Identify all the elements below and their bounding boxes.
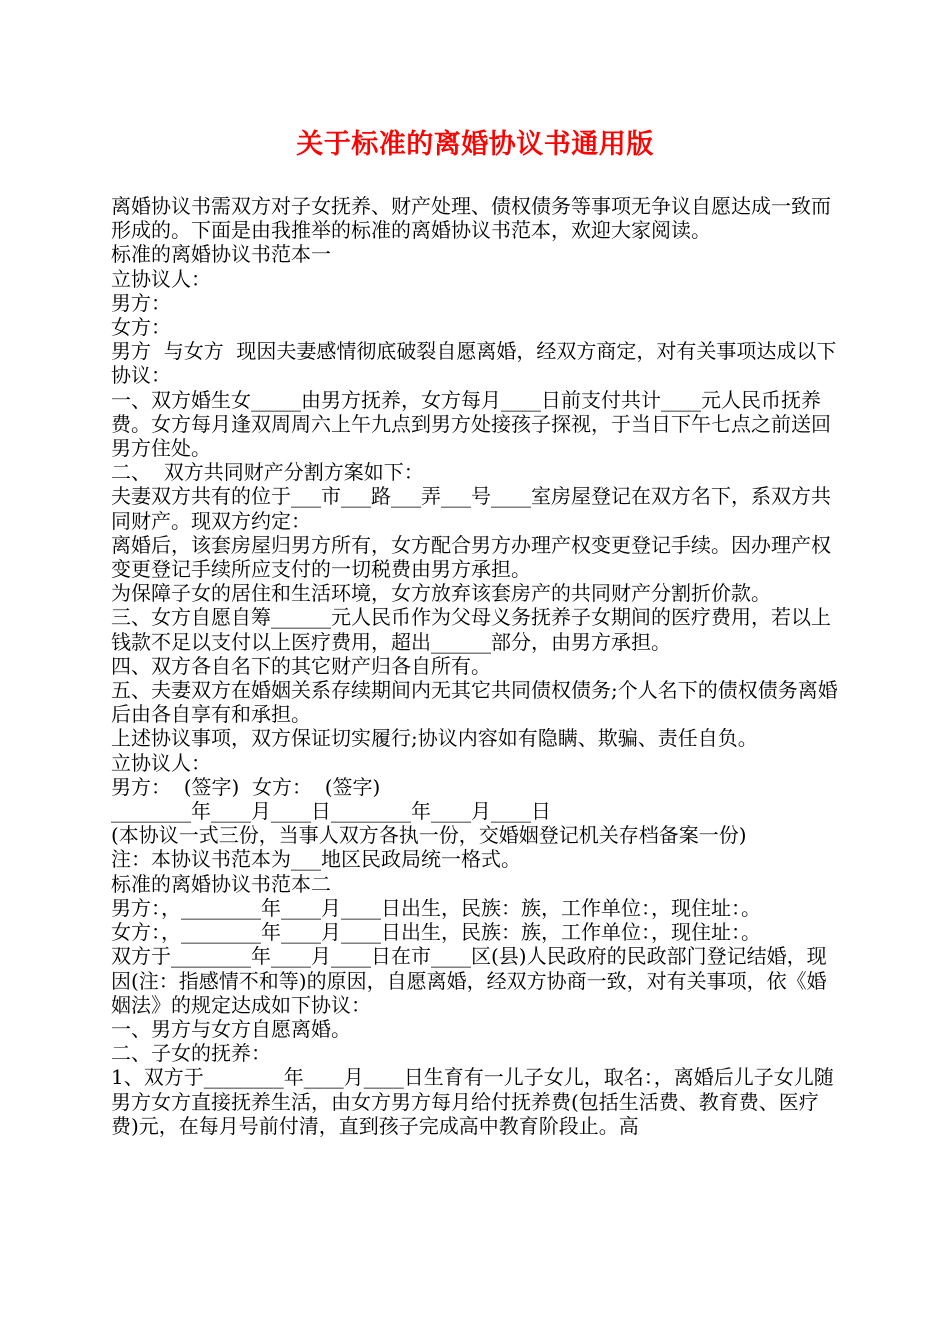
paragraph: 立协议人： — [111, 750, 211, 775]
paragraph: 双方于________年____月____日在市____区(县)人民政府的民政部门登记结婚，现因(注：指感情不和等)的原因，自愿离婚，经双方协商一致，对有关事项，依《婚姻法》的规定达成如下协议： — [111, 944, 827, 1017]
paragraph: 一、男方与女方自愿离婚。 — [111, 1016, 351, 1041]
paragraph: 为保障子女的居住和生活环境，女方放弃该套房产的共同财产分割折价款。 — [111, 581, 771, 606]
paragraph: 四、双方各自名下的其它财产归各自所有。 — [111, 653, 491, 678]
paragraph: (本协议一式三份，当事人双方各执一份，交婚姻登记机关存档备案一份) — [111, 823, 747, 848]
document-title: 关于标准的离婚协议书通用版 — [296, 129, 654, 160]
paragraph: 女方： — [111, 315, 171, 340]
paragraph: 标准的离婚协议书范本一 — [111, 242, 331, 267]
paragraph: 男方：，________年____月____日出生，民族：族，工作单位：，现住址：。 — [111, 895, 761, 920]
paragraph: 注：本协议书范本为___地区民政局统一格式。 — [111, 847, 521, 872]
paragraph: 男方： — [111, 290, 171, 315]
paragraph: 男方 与女方 现因夫妻感情彻底破裂自愿离婚，经双方商定，对有关事项达成以下协议： — [111, 339, 837, 388]
paragraph: ________年____月____日________年____月____日 — [111, 799, 551, 824]
paragraph: 标准的离婚协议书范本二 — [111, 871, 331, 896]
document-body — [111, 194, 846, 1138]
paragraph: 一、双方婚生女_____由男方抚养，女方每月____日前支付共计____元人民币抚养费。女方每月逢双周周六上午九点到男方处接孩子探视，于当日下午七点之前送回男方住处。 — [111, 387, 831, 461]
paragraph: 离婚协议书需双方对子女抚养、财产处理、债权债务等事项无争议自愿达成一致而形成的。下面是由我推举的标准的离婚协议书范本，欢迎大家阅读。 — [111, 194, 831, 243]
paragraph: 二、子女的抚养： — [111, 1041, 271, 1066]
paragraph: 立协议人： — [111, 266, 211, 291]
paragraph: 二、 双方共同财产分割方案如下： — [111, 460, 424, 485]
paragraph: 1、双方于________年____月____日生育有一儿子女儿，取名：，离婚后儿子女儿随男方女方直接抚养生活，由女方男方每月给付抚养费(包括生活费、教育费、医疗费)元，在每月号前付清，直到孩子完成高中教育阶段止。高 — [111, 1065, 834, 1138]
paragraph: 离婚后，该套房屋归男方所有，女方配合男方办理产权变更登记手续。因办理产权变更登记手续所应支付的一切税费由男方承担。 — [111, 532, 831, 582]
paragraph: 三、女方自愿自筹______元人民币作为父母义务抚养子女期间的医疗费用，若以上钱款不足以支付以上医疗费用，超出______部分，由男方承担。 — [111, 605, 831, 654]
paragraph: 夫妻双方共有的位于___市___路___弄___号____室房屋登记在双方名下，系双方共同财产。现双方约定： — [111, 484, 831, 533]
paragraph: 女方：，________年____月____日出生，民族：族，工作单位：，现住址：。 — [111, 920, 761, 945]
paragraph: 五、夫妻双方在婚姻关系存续期间内无其它共同债权债务;个人名下的债权债务离婚后由各自享有和承担。 — [111, 678, 838, 727]
paragraph: 男方： (签字) 女方： (签字) — [111, 774, 381, 799]
paragraph: 上述协议事项，双方保证切实履行;协议内容如有隐瞒、欺骗、责任自负。 — [111, 726, 758, 751]
